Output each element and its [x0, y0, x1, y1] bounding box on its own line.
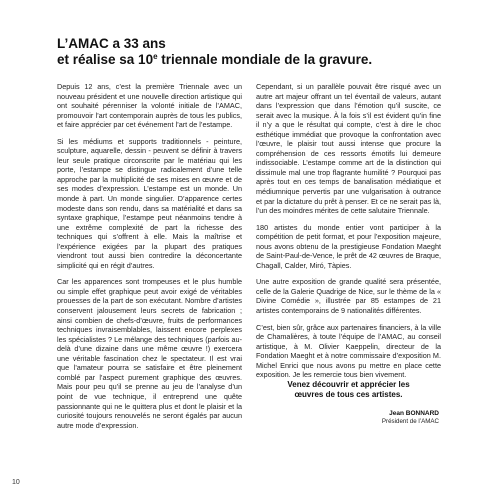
right-paragraph-1: Cependant, si un parallèle pouvait être risqué avec un autre art majeur offrant un tel éventail de valeurs, autant dans l’expression que dans l’émotion qu’il suscite, ce serait avec la musique. À la fois s’il est évident qu’in fine il n’y a que le résultat qui compte, c’est à dire le choc esthétique immédiat que provoque la confrontation avec l’œuvre, le plaisir tout aussi intense que procure la compréhension de ces ressorts émotifs lui demeure indissociable. L’estampe comme art de la distinction qui dissimule mal une trop flagrante humilité ? Pourquoi pas après tout en ces temps de banalisation médiatique et médiumnique pervertis par une vulgarisation à outrance et par la dictature du prêt à penser. Et ce ne serait pas là, l’un des moindres mérites de cette salutaire Triennale.	[256, 82, 441, 216]
left-paragraph-3: Car les apparences sont trompeuses et le plus humble ou simple effet graphique peut avoir exigé de véritables prouesses de la part de son exécutant. Nombre d’artistes conservent jalousement leurs secrets de fabrication ; ainsi combien de chefs-d’œuvre, fruits de performances techniques invraisemblables, laissent encore perplexes les spécialistes ? Le mélange des techniques (parfois au-delà d’une dizaine dans une même œuvre !) exercera une véritable fascination chez le spectateur. Il est vrai que l’amateur pourra se satisfaire et être pleinement comblé par l’aspect purement graphique des œuvres. Mais pour peu qu’il se prenne au jeu de l’analyse d’un point de vue technique, il entreprend une quête passionnante qui ne le quittera plus et dont le plaisir et la curiosité toujours renouvelés ne seront égalés par aucun autre mode d’expression.	[57, 277, 242, 430]
title-line-2	[57, 52, 457, 68]
left-column	[57, 82, 242, 430]
right-paragraph-2: 180 artistes du monde entier vont participer à la compétition de petit format, et pour l’exposition majeure, nous avons obtenu de la prestigieuse Fondation Maeght de Saint-Paul-de-Vence, le prêt de 42 œuvres de Braque, Chagall, Calder, Miró, Tàpies.	[256, 222, 441, 270]
left-paragraph-2: Si les médiums et supports traditionnels - peinture, sculpture, aquarelle, dessin - peuvent se définir à travers leur seule pratique circonscrite par le matériau qui les porte, l’estampe se distingue radicalement d’une telle approche par la multiplicité de ses mises en œuvre et de ses modes d’expression. L’estampe est un monde. Un monde à part. Un monde singulier. D’apparence certes modeste dans son rendu, dans sa matérialité et dans sa syntaxe graphique, l’estampe peut néanmoins tendre à une extrême complexité de part la richesse des techniques qui s’offrent à elle. Mais la maîtrise et l’expérience exigées par la plupart des pratiques viendront tout aussi bien contredire la déconcertante simplicité qui en régit d’autres.	[57, 136, 242, 270]
left-paragraph-1: Depuis 12 ans, c’est la première Triennale avec un nouveau président et une nouvelle direction artistique qui ont souhaité pérenniser la volonté initiale de l’AMAC, promouvoir l’art contemporain auprès de tous les publics, et faire apprécier par cet événement l’art de l’estampe.	[57, 82, 242, 130]
article-title	[57, 36, 457, 68]
right-column	[256, 82, 441, 380]
closing-line-2: œuvres de tous ces artistes.	[294, 390, 403, 399]
closing-invitation	[256, 380, 441, 400]
right-paragraph-4: C’est, bien sûr, grâce aux partenaires financiers, à la ville de Chamalières, à toute l’équipe de l’AMAC, au conseil artistique, à M. Olivier Kaeppelin, directeur de la Fondation Maeght et à notre commissaire d’exposition M. Michel Enrici que nous avons pu mettre en place cette exposition. Je les remercie tous bien vivement.	[256, 322, 441, 380]
page-number: 10	[12, 479, 20, 486]
title-superscript: e	[153, 52, 158, 61]
signature-role: Président de l’AMAC	[381, 418, 439, 425]
right-paragraph-3: Une autre exposition de grande qualité sera présentée, celle de la Galerie Quadrige de Nice, sur le thème de la « Divine Comédie », illustrée par 85 estampes de 21 artistes contemporains de 9 nationalités différentes.	[256, 277, 441, 316]
closing-line-1: Venez découvrir et apprécier les	[287, 380, 410, 389]
title-line-1: L’AMAC a 33 ans	[57, 36, 166, 51]
title-line-2-start: et réalise sa 10	[57, 52, 154, 67]
signature-name: Jean BONNARD	[389, 410, 439, 417]
title-line-2-end: triennale mondiale de la gravure.	[157, 52, 373, 67]
